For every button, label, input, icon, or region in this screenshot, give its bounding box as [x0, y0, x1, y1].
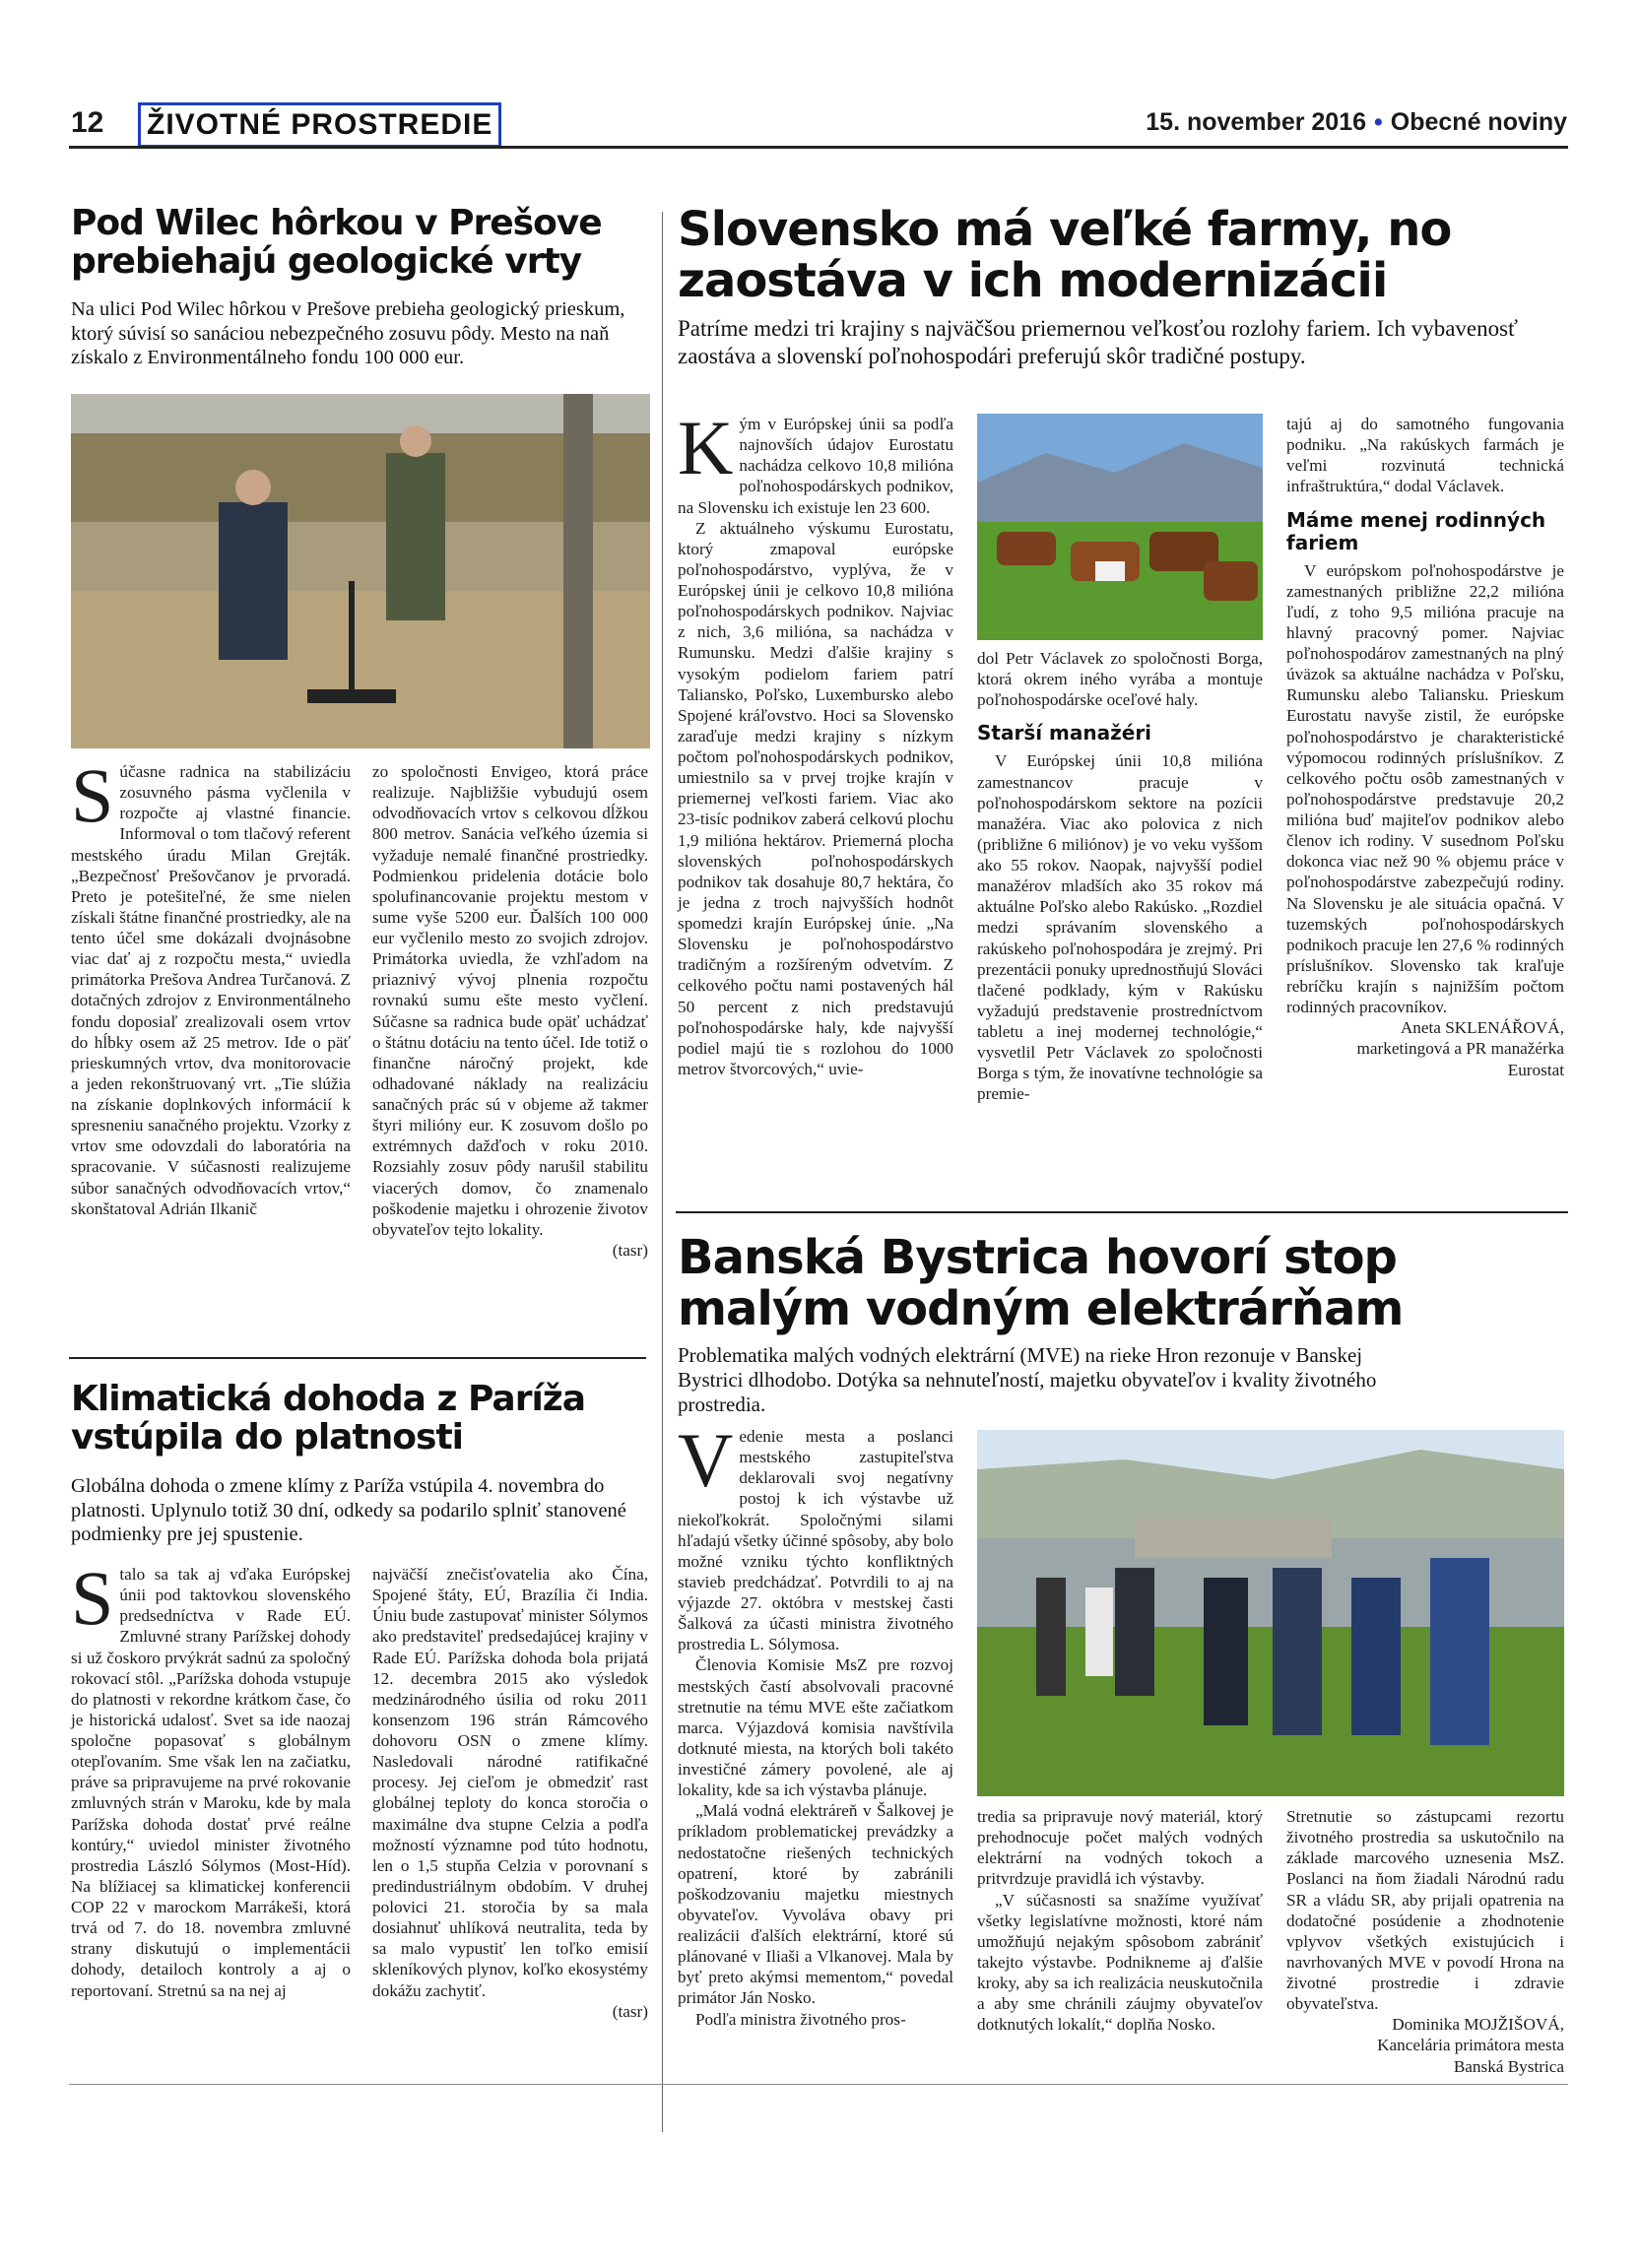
article1-col2: [372, 761, 648, 1261]
article4-text-1d: Podľa ministra životného pros-: [695, 2009, 906, 2029]
article3-author-role: marketingová a PR manažérka: [1356, 1039, 1564, 1059]
officials-riverside-photo-icon: [977, 1430, 1564, 1796]
article2-dropcap: S: [71, 1555, 114, 1641]
article3-author: Aneta SKLENÁŘOVÁ,: [1400, 1018, 1564, 1038]
article3-text-1b: Z aktuálneho výskumu Eurostatu, ktorý zmapoval európske poľnohospodárstvo, vyplýva, že v Európskej únii je celkovo 10,8 milióna poľnohospodárskych podnikov. Najviac z nich, 3,6 milióna, sa nachádza v Rumunsku. Medzi ďalšie krajiny s vysokým podielom fariem patrí Taliansko, Poľsko, Luxembursko alebo Spojené kráľovstvo. Hoci sa Slovensko zaraďuje medzi krajiny s nízkym počtom poľnohospodárskych podnikov, umiestnilo sa v prvej trojke krajín v priemernej veľkosti fariem. Viac ako 23-tisíc podnikov zaberá celkovú plochu 1,9 milióna hektárov. Priemerná plocha slovenských poľnohospodárskych podnikov tak dosahuje 80,7 hektára, čo je jedna z troch najvyšších hodnôt spomedzi krajín Európskej únie. „Na Slovensku je poľnohospodárstvo tradičným a rozšíreným odvetvím. Z celkového počtu nami postavených hál 50 percent z nich predstavujú poľnohospodárske haly, kde najvyšší podiel majú tie s rozlohou do 1000 metrov štvorcových,“ uvie-: [678, 518, 953, 1078]
article2-lead: Globálna dohoda o zmene klímy z Paríža vstúpila 4. novembra do platnosti. Uplynulo totiž 30 dní, odkedy sa podarilo splniť stanovené podmienky pre jej spustenie.: [71, 1475, 626, 1546]
article4-text-1a: edenie mesta a poslanci mestského zastupiteľstva deklarovali svoj negatívny postoj k ich výstavbe už niekoľkokrát. Spoločnými silami hľadajú všetky účinné spôsoby, aby bolo možné vzniku týchto konfliktných stavieb predchádzať. Potvrdili to aj na výjazde 27. októbra v mestskej časti Šalková za účasti ministra životného prostredia L. Sólymosa.: [678, 1427, 953, 1654]
article4-author-org: Banská Bystrica: [1453, 2056, 1564, 2076]
article1-signature: (tasr): [612, 1240, 648, 1260]
article1-lead: Na ulici Pod Wilec hôrkou v Prešove prebieha geologický prieskum, ktorý súvisí so sanáciou nebezpečného zosuvu pôdy. Mesto na naň získalo z Environmentálneho fondu 100 000 eur.: [71, 298, 625, 369]
article4-photo: [977, 1430, 1564, 1796]
article2-title: Klimatická dohoda z Paríža vstúpila do platnosti: [71, 1379, 586, 1458]
article4-title: Banská Bystrica hovorí stop malým vodným elektrárňam: [678, 1230, 1404, 1336]
article1-title: Pod Wilec hôrkou v Prešove prebiehajú geologické vrty: [71, 203, 602, 282]
article1-dropcap: S: [71, 752, 114, 838]
article3-col3: [1286, 414, 1564, 1080]
cows-photo-icon: [977, 414, 1263, 640]
article2-text-1: talo sa tak aj vďaka Európskej únii pod taktovkou slovenského predsedníctva v Rade EÚ. Zmluvné strany Parížskej dohody si už čoskoro prvýkrát sadnú za spoločný rokovací stôl. „Parížska dohoda vstupuje do platnosti v rekordne krátkom čase, čo je historická udalosť. Svet sa ide naozaj spoločne popasovať s globálnym otepľovaním. Sme však len na začiatku, práve sa pripravujeme na prvé rokovanie zmluvných strán v Maroku, kde by mala Parížska dohoda dostať prvé reálne kontúry,“ uviedol minister životného prostredia László Sólymos (Most-Híd). Na blížiacej sa klimatickej konferencii COP 22 v marockom Marrákeši, ktorá trvá od 7. do 18. novembra zmluvné strany diskutujú o implementácii dohody, detailoch kontroly a aj o reportovaní. Stretnú sa na nej aj: [71, 1565, 351, 2000]
article3-subhead-1: Starší manažéri: [977, 721, 1152, 745]
article2-text-2: najväčší znečisťovatelia ako Čína, Spojené štáty, EÚ, Brazília či India. Úniu bude zastupovať minister Sólymos ako predstaviteľ predsedajúcej krajiny v Rade EÚ. Parížska dohoda bola prijatá 12. decembra 2015 ako výsledok medzinárodného úsilia od roku 2011 konsenzom 196 strán Rámcového dohovoru OSN o zmene klímy. Nasledovali národné ratifikačné procesy. Jej cieľom je obmedziť rast globálnej teploty do konca storočia o maximálne dva stupne Celzia a podľa možností významne pod túto hodnotu, len o 1,5 stupňa Celzia v porovnaní s predindustriálnym obdobím. V druhej polovici 21. storočia by sa mala dosiahnuť uhlíková neutralita, teda by sa malo vypustiť len toľko emisií skleníkových plynov, koľko ekosystémy dokážu zachytiť.: [372, 1565, 648, 2000]
header-rule: [69, 146, 1568, 149]
issue-info: [1146, 108, 1567, 137]
article1-text-2: zo spoločnosti Envigeo, ktorá práce realizuje. Najbližšie vybudujú osem odvodňovacích vrtov s celkovou dĺžkou 800 metrov. Sanácia veľkého územia si vyžaduje nemalé finančné prostriedky. Podmienkou pridelenia dotácie bolo spolufinancovanie projektu mestom v sume vyše 5200 eur. Ďalších 100 000 eur vyčlenilo mesto zo svojich zdrojov. Primátorka uviedla, že vzhľadom na priaznivý vývoj plnenia rozpočtu rovnakú sumu ešte mesto vyčlení. Súčasne sa radnica bude opäť uchádzať o štátnu dotáciu na tento účel. Ide totiž o finančne náročný projekt, kde odhadované náklady na realizáciu sanačných prác sú v objeme až takmer štyri milióny eur. K zosuvom došlo po extrémnych dažďoch v roku 2010. Rozsiahly zosuv pôdy narušil stabilitu viacerých domov, čo znamenalo poškodenie majetku i ohrozenie životov obyvateľov tejto lokality.: [372, 762, 648, 1239]
column-divider: [662, 212, 663, 2132]
left-article-divider: [69, 1357, 646, 1359]
article4-text-2b: „V súčasnosti sa snažíme využívať všetky legislatívne možnosti, ktoré nám umožňujú nejakým spôsobom zabrániť takejto výstavbe. Podnikneme aj ďalšie kroky, aby sa ich realizácia neuskutočnila a aby sme chránili záujmy obyvateľov dotknutých lokalít,“ doplňa Nosko.: [977, 1890, 1263, 2035]
article2-signature: (tasr): [612, 2001, 648, 2021]
article1-col1: [71, 752, 352, 1219]
article4-text-3a: Stretnutie so zástupcami rezortu životného prostredia sa uskutočnilo na základe marcového uznesenia MsZ. Poslanci na ňom žiadali Národnú radu SR a vládu SR, aby prijali opatrenia na dodatočné posúdenie a zhodnotenie vplyvov všetkých existujúcich i navrhovaných MVE v povodí Hrona na životné prostredie i zdravie obyvateľstva.: [1286, 1807, 1564, 2014]
article4-col2: [977, 1806, 1263, 2035]
section-label: ŽIVOTNÉ PROSTREDIE: [138, 102, 501, 148]
article1-text-1: účasne radnica na stabilizáciu zosuvného pásma vyčlenila v rozpočte aj vlastné financie. Informoval o tom tlačový referent mestského úradu Milan Grejták. „Bezpečnosť Prešovčanov je prvoradá. Preto je potešiteľné, že sme nielen získali štátne finančné prostriedky, ale na tento účel sme dokázali dvojnásobne viac dať aj z rozpočtu mesta,“ uviedla primátorka Prešova Andrea Turčanová. Z dotačných zdrojov z Environmentálneho fondu doposiaľ zrealizovali osem vrtov do hĺbky osem až 25 metrov. Ide o päť prieskumných vrtov, dva monitorovacie a jeden rekonštruovaný vrt. „Tie slúžia na získanie doplnkových informácií k spresneniu sanačného projektu. Vzorky z vrtov sme odovzdali do laboratória na spracovanie. V súčasnosti realizujeme súbor sanačných odvodňovacích vrtov,“ skonštatoval Adrián Ilkanič: [71, 762, 352, 1218]
article3-lead: Patríme medzi tri krajiny s najväčšou priemernou veľkosťou rozlohy fariem. Ich vybavenosť zaostáva a slovenskí poľnohospodári preferujú skôr tradičné postupy.: [678, 316, 1518, 368]
article4-text-1c: „Malá vodná elektráreň v Šalkovej je príkladom problematickej prevádzky a nedostatočne riešených technických opatrení, ktoré by zabránili poškodzovaniu majetku miestnych obyvateľov. Vyvoláva obavy pri realizácii ďalších elektrární, ktoré sú plánované v Iliaši a Vlkanovej. Mala by byť preto akýmsi mementom,“ povedal primátor Ján Nosko.: [678, 1801, 953, 2008]
article4-col3: [1286, 1806, 1564, 2077]
issue-date: 15. november 2016: [1146, 108, 1367, 136]
article2-col2: [372, 1564, 648, 2022]
article3-text-2a: dol Petr Václavek zo spoločnosti Borga, ktorá okrem iného vyrába a montuje poľnohospodárske oceľové haly.: [977, 649, 1263, 710]
article1-photo: [71, 394, 650, 748]
article3-text-3a: tajú aj do samotného fungovania podniku. „Na rakúskych farmách je veľmi rozvinutá technická infraštruktúra,“ dodal Václavek.: [1286, 415, 1564, 496]
footer-rule: [69, 2084, 1568, 2085]
article3-title: Slovensko má veľké farmy, no zaostáva v ich modernizácii: [678, 202, 1452, 308]
article3-col2: [977, 648, 1263, 1105]
article3-subhead-2: Máme menej rodinných fariem: [1286, 507, 1546, 554]
right-article-divider: [676, 1211, 1568, 1213]
article3-photo: [977, 414, 1263, 640]
article3-col1: [678, 405, 953, 1079]
article4-dropcap: V: [678, 1417, 734, 1503]
publication-name: Obecné noviny: [1390, 108, 1567, 136]
article3-author-org: Eurostat: [1507, 1060, 1564, 1079]
page-number: 12: [71, 106, 104, 139]
article4-text-2a: tredia sa pripravuje nový materiál, ktorý prehodnocuje počet malých vodných elektrární na vodných tokoch a pritvrdzuje pravidlá ich výstavby.: [977, 1807, 1263, 1889]
article3-dropcap: K: [678, 405, 734, 490]
article3-text-2b: V Európskej únii 10,8 milióna zamestnancov pracuje v poľnohospodárskom sektore na pozícii manažéra. Viac ako polovica z nich (približne 6 miliónov) je vo veku vyššom ako 55 rokov. Naopak, najvyšší podiel manažérov mladších ako 35 rokov má aktuálne Poľsko alebo Rakúsko. „Rozdiel medzi správaním slovenského a rakúskeho poľnohospodára je zrejmý. Pri prezentácii ponuky uprednostňujú Slováci tlačené podklady, kým v Rakúsku vyžadujú predstavenie prostredníctvom tabletu a inej modernej technológie,“ vysvetlil Petr Václavek zo spoločnosti Borga s tým, že inovatívne technológie sa premie-: [977, 751, 1263, 1104]
article4-lead: Problematika malých vodných elektrární (MVE) na rieke Hron rezonuje v Banskej Bystrici dlhodobo. Dotýka sa nehnuteľností, majetku obyvateľov i kvality životného prostredia.: [678, 1343, 1377, 1417]
article4-col1: [678, 1417, 953, 2030]
article4-text-1b: Členovia Komisie MsZ pre rozvoj mestských častí absolvovali pracovné stretnutie na tému MVE ešte začiatkom marca. Výjazdová komisia navštívila dotknuté miesta, na ktorých boli takéto investičné zámery povolené, ale aj lokality, kde sa ich výstavba plánuje.: [678, 1655, 953, 1800]
separator-dot: •: [1374, 108, 1383, 136]
article3-text-3b: V európskom poľnohospodárstve je zamestnaných približne 22,2 milióna ľudí, z toho 9,5 milióna pracuje na hlavný pracovný pomer. Najviac poľnohospodárov zamestnaných na plný úväzok sa aktuálne nachádza v Poľsku, Rumunsku alebo Taliansku. Prieskum Eurostatu navyše zistil, že európske poľnohospodárstvo je charakteristické výpomocou rodinných príslušníkov. Z celkového počtu osôb zamestnaných v poľnohospodárstve predstavuje 20,2 milióna buď majiteľov podnikov alebo členov ich rodiny. V susednom Poľsku dokonca viac než 90 % objemu práce v poľnohospodárstve zabezpečujú rodiny. Na Slovensku je ale situácia opačná. V tuzemských poľnohospodárskych podnikoch pracuje len 27,6 % rodinných príslušníkov. Slovensko tak kraľuje rebríčku krajín s najnižším počtom rodinných pracovníkov.: [1286, 560, 1564, 1017]
article2-col1: [71, 1555, 351, 2001]
geologists-photo-icon: [71, 394, 650, 748]
article4-author: Dominika MOJŽIŠOVÁ,: [1392, 2015, 1564, 2035]
article4-author-role: Kancelária primátora mesta: [1377, 2036, 1564, 2055]
article3-text-1a: ým v Európskej únii sa podľa najnovších údajov Eurostatu nachádza celkovo 10,8 milióna poľnohospodárskych podnikov, na Slovensku ich existuje len 23 600.: [678, 415, 953, 517]
